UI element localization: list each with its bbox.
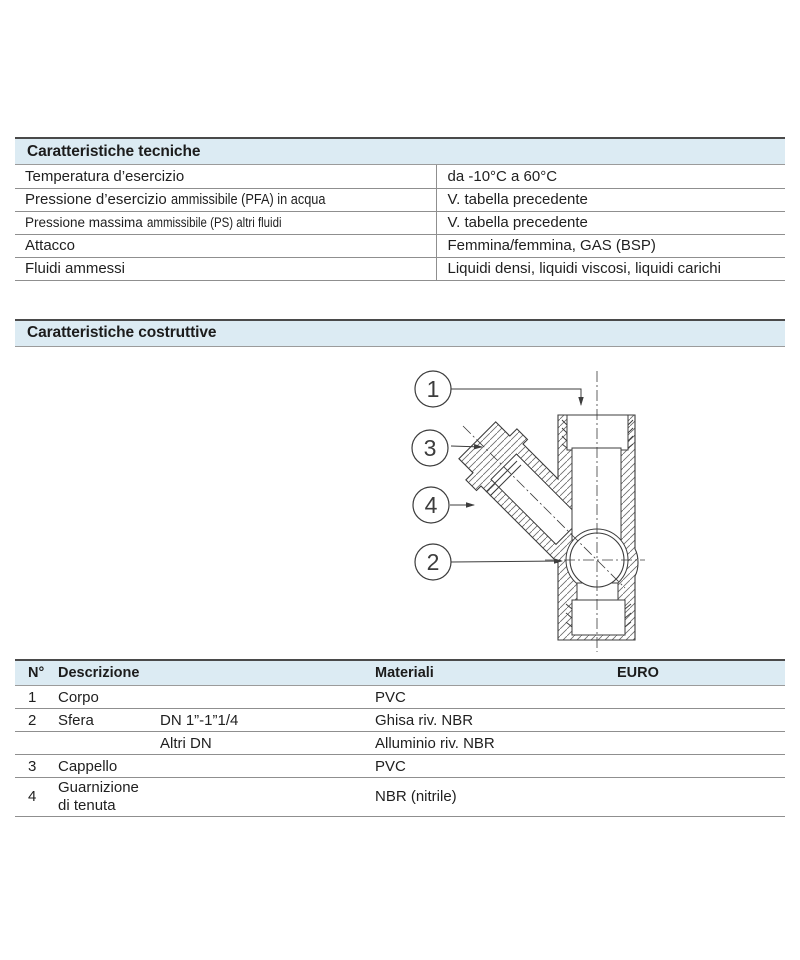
row-value: V. tabella precedente	[436, 188, 785, 211]
part-num: 3	[15, 755, 58, 778]
callout-2	[415, 544, 451, 580]
part-desc: Cappello	[58, 755, 150, 778]
row-value: Liquidi densi, liquidi viscosi, liquidi carichi	[436, 257, 785, 280]
table-row	[15, 165, 785, 188]
part-euro	[607, 755, 785, 778]
table-row	[15, 234, 785, 257]
section-title-tecniche: Caratteristiche tecniche	[27, 142, 201, 160]
table-row	[15, 188, 785, 211]
svg-text:1: 1	[426, 375, 440, 402]
callout-3	[412, 430, 448, 466]
part-material: PVC	[365, 755, 607, 778]
row-value: da -10°C a 60°C	[436, 165, 785, 188]
section-header-tecniche	[15, 137, 785, 165]
table-row	[15, 257, 785, 280]
part-desc	[58, 732, 150, 755]
section-header-costruttive	[15, 319, 785, 347]
row-label: Pressione massima	[25, 215, 143, 230]
part-variant	[150, 686, 365, 709]
part-euro	[607, 709, 785, 732]
table-row	[15, 211, 785, 234]
row-label: Fluidi ammessi	[25, 260, 126, 277]
part-variant	[150, 755, 365, 778]
part-material: Alluminio riv. NBR	[365, 732, 607, 755]
parts-row	[15, 686, 785, 709]
part-desc: Corpo	[58, 686, 150, 709]
part-material: PVC	[365, 686, 607, 709]
row-value: V. tabella precedente	[436, 211, 785, 234]
part-material: Ghisa riv. NBR	[365, 709, 607, 732]
part-num: 2	[15, 709, 58, 732]
row-label: Pressione d’esercizio	[25, 191, 167, 208]
svg-text:2: 2	[426, 548, 440, 575]
part-euro	[607, 686, 785, 709]
part-num: 1	[15, 686, 58, 709]
valve-cross-section-drawing	[385, 363, 655, 658]
part-desc: Sfera	[58, 709, 150, 732]
header-euro: EURO	[607, 660, 785, 686]
valve-diagram-area	[0, 363, 800, 655]
part-material: NBR (nitrile)	[365, 778, 607, 817]
callouts	[412, 371, 451, 580]
parts-table	[15, 659, 785, 818]
svg-text:4: 4	[424, 491, 438, 518]
svg-text:3: 3	[423, 434, 437, 461]
row-label: Attacco	[25, 237, 76, 254]
part-num	[15, 732, 58, 755]
tech-characteristics-table	[15, 165, 785, 281]
parts-header-row	[15, 660, 785, 686]
header-material: Materiali	[365, 660, 607, 686]
part-variant	[150, 778, 365, 817]
part-num: 4	[15, 778, 58, 817]
row-label-small: ammissibile (PFA) in acqua	[170, 191, 326, 208]
row-value: Femmina/femmina, GAS (BSP)	[436, 234, 785, 257]
parts-row	[15, 778, 785, 817]
part-variant: Altri DN	[150, 732, 365, 755]
parts-row	[15, 709, 785, 732]
part-euro	[607, 778, 785, 817]
row-label: Temperatura d’esercizio	[25, 167, 185, 185]
header-desc: Descrizione	[58, 660, 150, 686]
callout-1	[415, 371, 451, 407]
part-variant: DN 1”-1”1/4	[150, 709, 365, 732]
parts-row	[15, 732, 785, 755]
part-desc: Guarnizione di tenuta	[58, 778, 150, 817]
header-variant	[150, 660, 365, 686]
header-num: N°	[15, 660, 58, 686]
section-title-costruttive: Caratteristiche costruttive	[27, 324, 217, 341]
callout-4	[413, 487, 449, 523]
part-euro	[607, 732, 785, 755]
row-label-small: ammissibile (PS) altri fluidi	[146, 215, 282, 230]
parts-row	[15, 755, 785, 778]
